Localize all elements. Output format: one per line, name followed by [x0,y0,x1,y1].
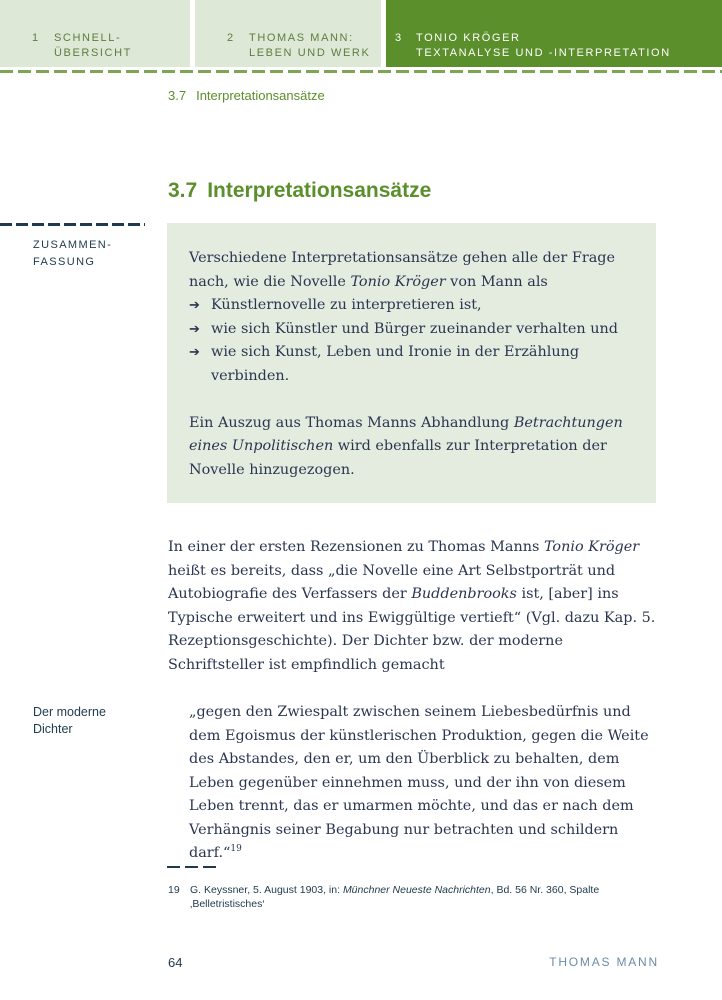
body-text-2: heißt es bereits, dass „die Novelle eine Art Selbstporträt und Autobiografie des Verfassers der [168,562,616,602]
body-text-1: In einer der ersten Rezensionen zu Thomas Manns [168,539,544,555]
body-title-tonio: Tonio Kröger [543,539,640,555]
tab-number: 1 [32,32,40,44]
margin-note-moderner-dichter: Der moderne Dichter [33,705,106,736]
sidebar-dashed-rule [0,223,145,226]
paragraph-spacer [189,388,634,412]
footnote-text-2: , Bd. 56 Nr. 360, Spalte ‚Belletristisches‘ [190,884,600,910]
footnote-number: 19 [168,884,180,896]
header-dashed-rule [0,70,722,73]
summary-intro-text: Verschiedene Interpretationsansätze gehen alle der Frage nach, wie die Novelle [189,250,616,290]
footnote-rule [167,866,217,868]
footnote-reference[interactable]: 19 [230,844,242,855]
tab-number: 3 [395,32,403,44]
section-number: 3.7 [168,179,198,202]
footnote-text-1: G. Keyssner, 5. August 1903, in: [190,884,343,896]
body-paragraph [168,536,656,677]
running-header-title: Interpretationsansätze [196,88,325,103]
summary-intro-text-end: von Mann als [445,273,548,290]
running-header-number: 3.7 [168,88,187,103]
bullet-text: Künstlernovelle zu interpretieren ist, [211,297,482,313]
tab-number: 2 [227,32,235,44]
block-quote [189,701,659,866]
summary-bullet-list [189,294,634,388]
body-title-buddenbrooks: Buddenbrooks [411,586,517,602]
summary-intro [189,247,634,294]
tab-label: SCHNELL- ÜBERSICHT [54,32,132,59]
list-item [189,341,634,388]
list-item [189,318,634,342]
tab-schnelluebersicht[interactable] [0,0,190,67]
summary-side-label: ZUSAMMEN- FASSUNG [33,239,113,268]
summary-para2-text: Ein Auszug aus Thomas Manns Abhandlung [189,414,514,431]
tab-leben-und-werk[interactable] [195,0,381,67]
quote-text: „gegen den Zwiespalt zwischen seinem Liebesbedürfnis und dem Egoismus der künstlerischen Produktion, gegen die Weite des Abstandes, den er, um den Überblick zu behalten, dem Leben gegenüber einnehmen muss, und der ihn von diesem Leben trennt, das er umarmen möchte, und das er nach dem Verhängnis seiner Begabung nur betrachten und schildern darf.“ [189,704,649,861]
body-text-3: ist, [aber] ins Typische erweitert und ins Ewiggültige vertieft“ (Vgl. dazu Kap. 5. Rezeptionsgeschichte). Der Dichter bzw. der moderne Schriftsteller ist empfindlich gemacht [168,586,656,673]
tab-label: THOMAS MANN: LEBEN UND WERK [249,32,371,59]
page-number: 64 [168,955,183,970]
bullet-text: wie sich Kunst, Leben und Ironie in der Erzählung verbinden. [211,344,580,384]
arrow-right-icon: ➔ [189,345,200,360]
bullet-text: wie sich Künstler und Bürger zueinander verhalten und [211,320,618,337]
footnote-title: Münchner Neueste Nachrichten [342,884,491,896]
running-header [168,88,325,103]
footnote-text [190,883,650,911]
summary-para2-title: Betrachtungen eines Unpolitischen [189,414,623,454]
footer-title: THOMAS MANN [549,955,659,969]
arrow-right-icon: ➔ [189,298,200,313]
summary-box [167,223,656,503]
chapter-tabs [0,0,722,67]
summary-intro-title: Tonio Kröger [350,273,446,290]
section-title: Interpretationsansätze [207,179,432,202]
summary-paragraph-2 [189,412,634,483]
list-item [189,294,634,318]
section-heading [168,179,431,203]
tab-label: TONIO KRÖGER TEXTANALYSE UND -INTERPRETATION [416,32,671,59]
tab-textanalyse[interactable] [386,0,722,67]
summary-para2-text-end: wird ebenfalls zur Interpretation der Novelle hinzugezogen. [189,438,607,478]
arrow-right-icon: ➔ [189,321,200,337]
